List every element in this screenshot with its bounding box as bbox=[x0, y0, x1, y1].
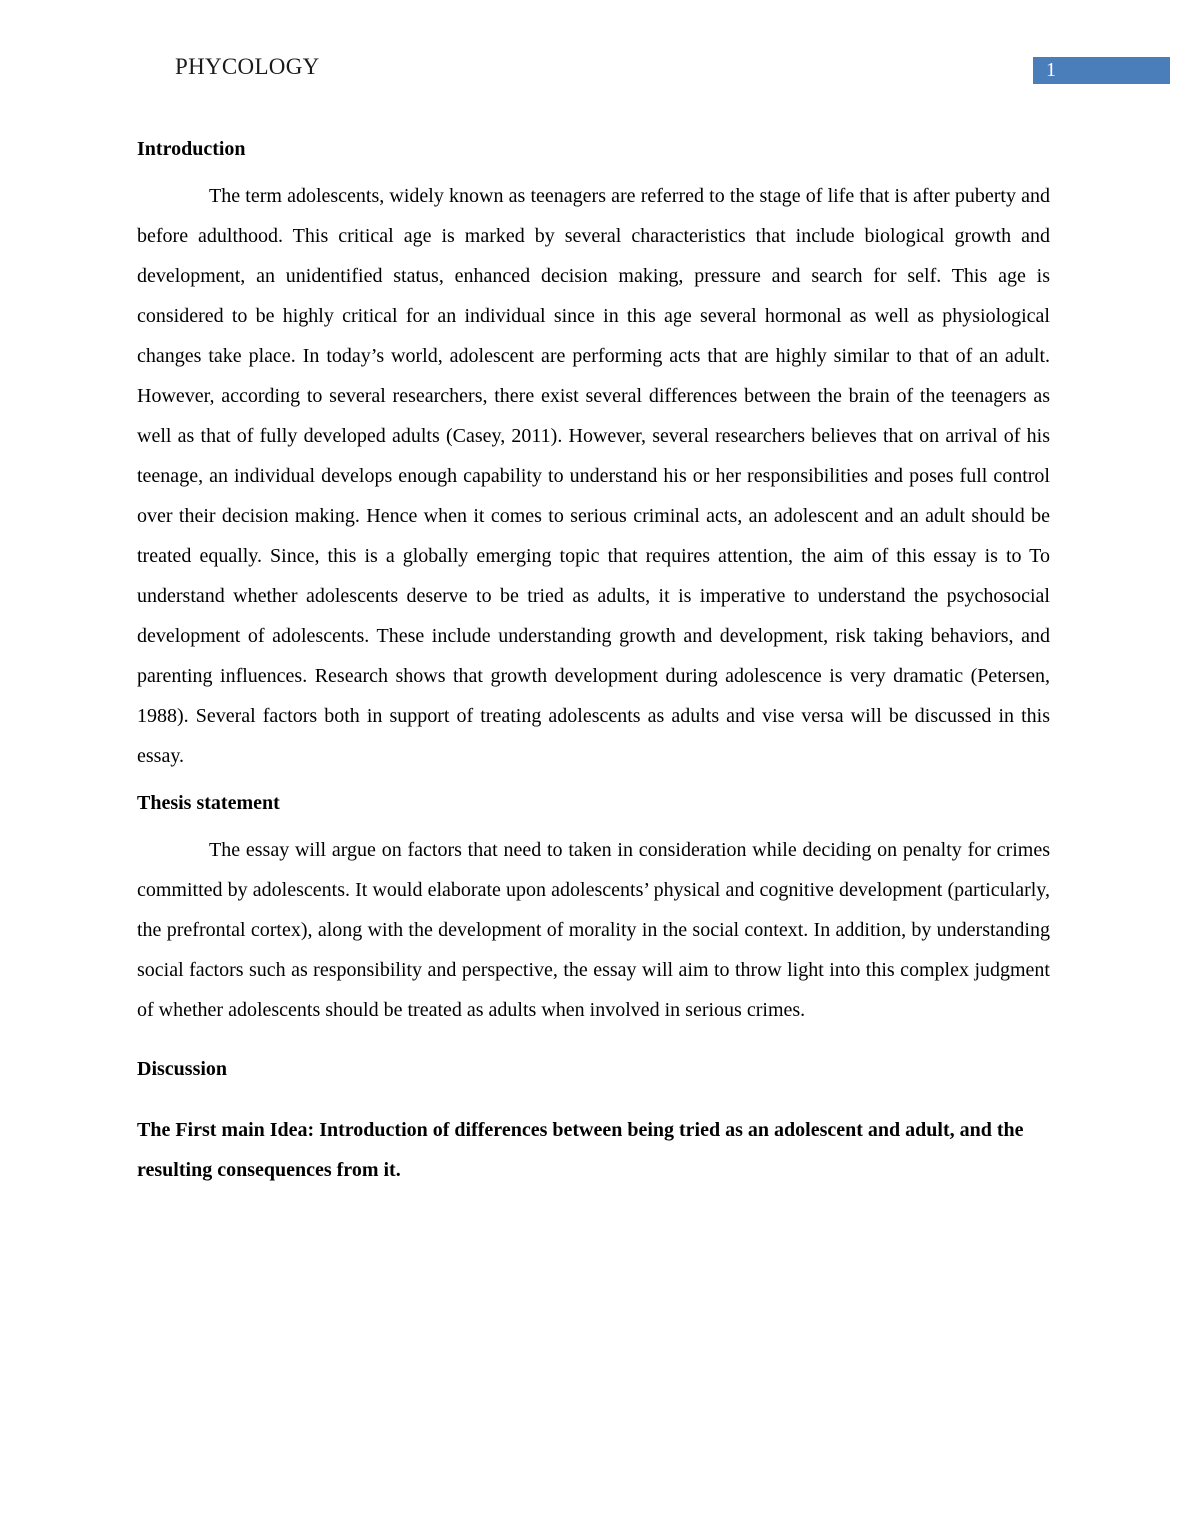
thesis-statement-paragraph: The essay will argue on factors that need to taken in consideration while deciding on penalty for crimes committed by adolescents. It would elaborate upon adolescents’ physical and cognitive development (particularly, the prefrontal cortex), along with the development of morality in the social context. In addition, by understanding social factors such as responsibility and perspective, the essay will aim to throw light into this complex judgment of whether adolescents should be treated as adults when involved in serious crimes. bbox=[137, 839, 1050, 1021]
document-running-header bbox=[0, 52, 1190, 90]
page-number-label: 1 bbox=[1046, 59, 1056, 81]
thesis-statement-heading: Thesis statement bbox=[137, 792, 280, 814]
spacer bbox=[137, 1096, 1050, 1110]
document-body bbox=[137, 136, 1050, 1190]
running-header-title: PHYCOLOGY bbox=[175, 54, 320, 79]
spacer bbox=[137, 1030, 1050, 1056]
first-main-idea-heading: The First main Idea: Introduction of differences between being tried as an adolescent and adult, and the resulting consequences from it. bbox=[137, 1119, 1024, 1181]
discussion-heading: Discussion bbox=[137, 1058, 228, 1080]
spacer bbox=[137, 776, 1050, 790]
introduction-heading: Introduction bbox=[137, 138, 246, 160]
page-number-badge bbox=[1033, 57, 1170, 84]
introduction-paragraph: The term adolescents, widely known as teenagers are referred to the stage of life that is after puberty and before adulthood. This critical age is marked by several characteristics that include biological growth and development, an unidentified status, enhanced decision making, pressure and search for self. This age is considered to be highly critical for an individual since in this age several hormonal as well as physiological changes take place. In today’s world, adolescent are performing acts that are highly similar to that of an adult. However, according to several researchers, there exist several differences between the brain of the teenagers as well as that of fully developed adults (Casey, 2011). However, several researchers believes that on arrival of his teenage, an individual develops enough capability to understand his or her responsibilities and poses full control over their decision making. Hence when it comes to serious criminal acts, an adolescent and an adult should be treated equally. Since, this is a globally emerging topic that requires attention, the aim of this essay is to To understand whether adolescents deserve to be tried as adults, it is imperative to understand the psychosocial development of adolescents. These include understanding growth and development, risk taking behaviors, and parenting influences. Research shows that growth development during adolescence is very dramatic (Petersen, 1988). Several factors both in support of treating adolescents as adults and vise versa will be discussed in this essay. bbox=[137, 185, 1050, 767]
